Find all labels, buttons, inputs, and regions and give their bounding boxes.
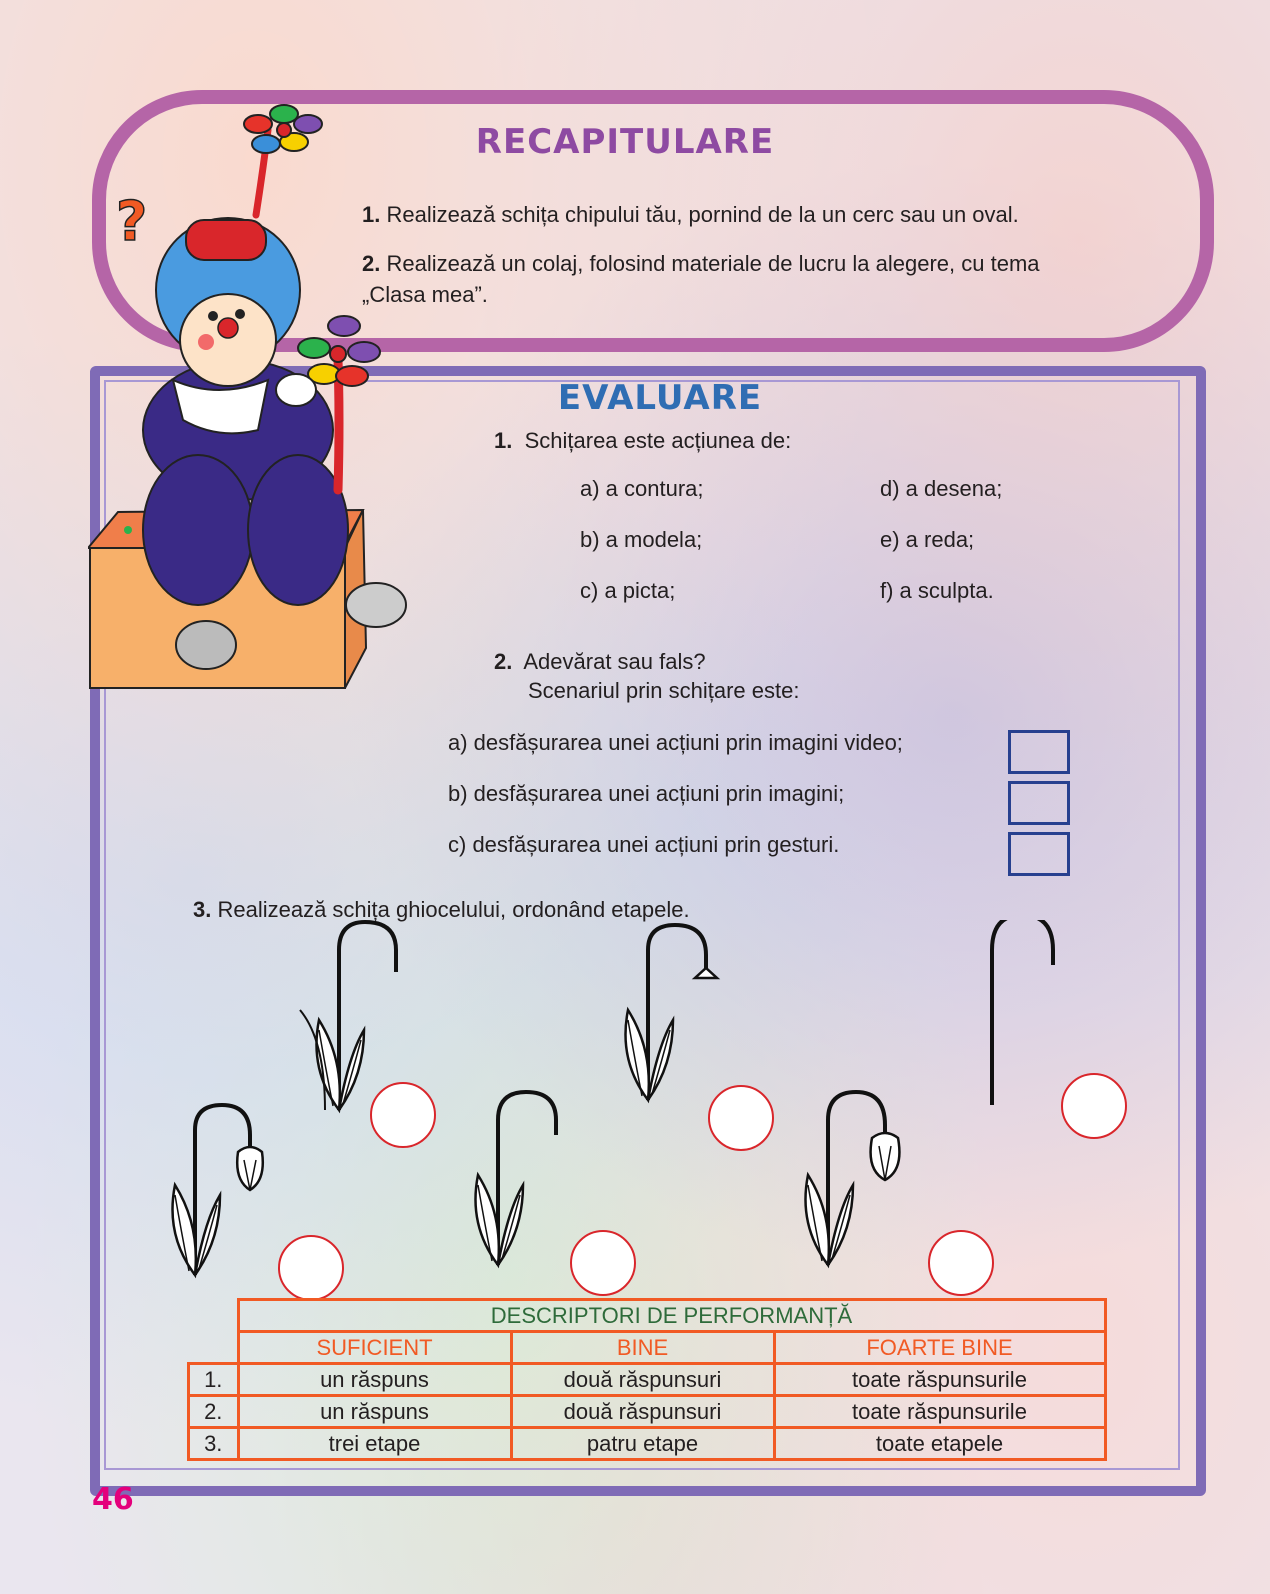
q1-text: Schițarea este acțiunea de: (524, 428, 792, 453)
table-cell: două răspunsuri (511, 1364, 774, 1396)
snowdrop-stage-3-icon (992, 920, 1053, 1105)
level-very-good: FOARTE BINE (774, 1332, 1105, 1364)
table-row (189, 1364, 1106, 1396)
recap-item-1-num: 1. (362, 202, 381, 227)
descriptors-table (187, 1298, 1107, 1461)
order-circle-6[interactable] (928, 1230, 994, 1296)
table-cell: toate etapele (774, 1428, 1105, 1460)
recap-item-1 (362, 202, 1019, 228)
descriptors-title-row (189, 1300, 1106, 1332)
recap-item-1-text: Realizează schița chipului tău, pornind de la un cerc sau un oval. (386, 202, 1019, 227)
q1-option-e: e) a reda; (880, 527, 975, 552)
row-num: 3. (189, 1428, 239, 1460)
q2-answer-box-b[interactable] (1008, 781, 1070, 825)
order-circle-1[interactable] (370, 1082, 436, 1148)
table-cell: toate răspunsurile (774, 1396, 1105, 1428)
order-circle-3[interactable] (1061, 1073, 1127, 1139)
q2-answer-box-c[interactable] (1008, 832, 1070, 876)
q3-text: Realizează schița ghiocelului, ordonând etapele. (217, 897, 690, 922)
snowdrop-stage-5-icon (476, 1092, 557, 1265)
recap-item-2 (362, 251, 1142, 277)
level-good: BINE (511, 1332, 774, 1364)
recap-item-2-text-line1: Realizează un colaj, folosind materiale de lucru la alegere, cu tema (386, 251, 1040, 276)
clown-head-icon (156, 218, 300, 386)
table-row (189, 1396, 1106, 1428)
eval-title: EVALUARE (557, 378, 763, 418)
table-cell: toate răspunsurile (774, 1364, 1105, 1396)
table-cell: un răspuns (238, 1396, 511, 1428)
q1-option-a: a) a contura; (580, 476, 704, 501)
table-row (189, 1428, 1106, 1460)
table-cell: două răspunsuri (511, 1396, 774, 1428)
row-num: 2. (189, 1396, 239, 1428)
q1 (494, 428, 791, 454)
order-circle-4[interactable] (278, 1235, 344, 1301)
q1-num: 1. (494, 428, 513, 453)
table-cell: un răspuns (238, 1364, 511, 1396)
snowdrop-stage-1-icon (300, 922, 396, 1110)
q2-line2: Scenariul prin schițare este: (528, 678, 800, 703)
descriptors-levels-row (189, 1332, 1106, 1364)
q2-option-c: c) desfășurarea unei acțiuni prin gesturi. (448, 832, 840, 857)
snowdrop-stage-2-icon (626, 925, 718, 1100)
snowdrop-stage-4-icon (173, 1105, 263, 1275)
q2-text: Adevărat sau fals? (523, 649, 706, 674)
recap-item-2-line2: „Clasa mea”. (362, 282, 488, 307)
descriptors-title: DESCRIPTORI DE PERFORMANȚĂ (238, 1300, 1105, 1332)
q2-option-a: a) desfășurarea unei acțiuni prin imagini video; (448, 730, 903, 755)
question-mark-icon: ? (116, 190, 148, 253)
row-num: 1. (189, 1364, 239, 1396)
q2-num: 2. (494, 649, 513, 674)
q2-option-b: b) desfășurarea unei acțiuni prin imagini; (448, 781, 845, 806)
q1-option-b: b) a modela; (580, 527, 703, 552)
q2-answer-box-a[interactable] (1008, 730, 1070, 774)
table-cell: patru etape (511, 1428, 774, 1460)
q3-num: 3. (193, 897, 212, 922)
q1-option-f: f) a sculpta. (880, 578, 994, 603)
clown-illustration (88, 100, 408, 700)
balloon-flower-icon (244, 105, 322, 215)
order-circle-2[interactable] (708, 1085, 774, 1151)
order-circle-5[interactable] (570, 1230, 636, 1296)
table-cell: trei etape (238, 1428, 511, 1460)
recap-title: RECAPITULARE (475, 122, 775, 162)
q2-line1 (494, 649, 706, 675)
recap-item-2-num: 2. (362, 251, 381, 276)
q1-option-d: d) a desena; (880, 476, 1003, 501)
snowdrop-stage-6-icon (806, 1092, 900, 1265)
q1-option-c: c) a picta; (580, 578, 676, 603)
level-sufficient: SUFICIENT (238, 1332, 511, 1364)
page-number: 46 (92, 1482, 134, 1517)
